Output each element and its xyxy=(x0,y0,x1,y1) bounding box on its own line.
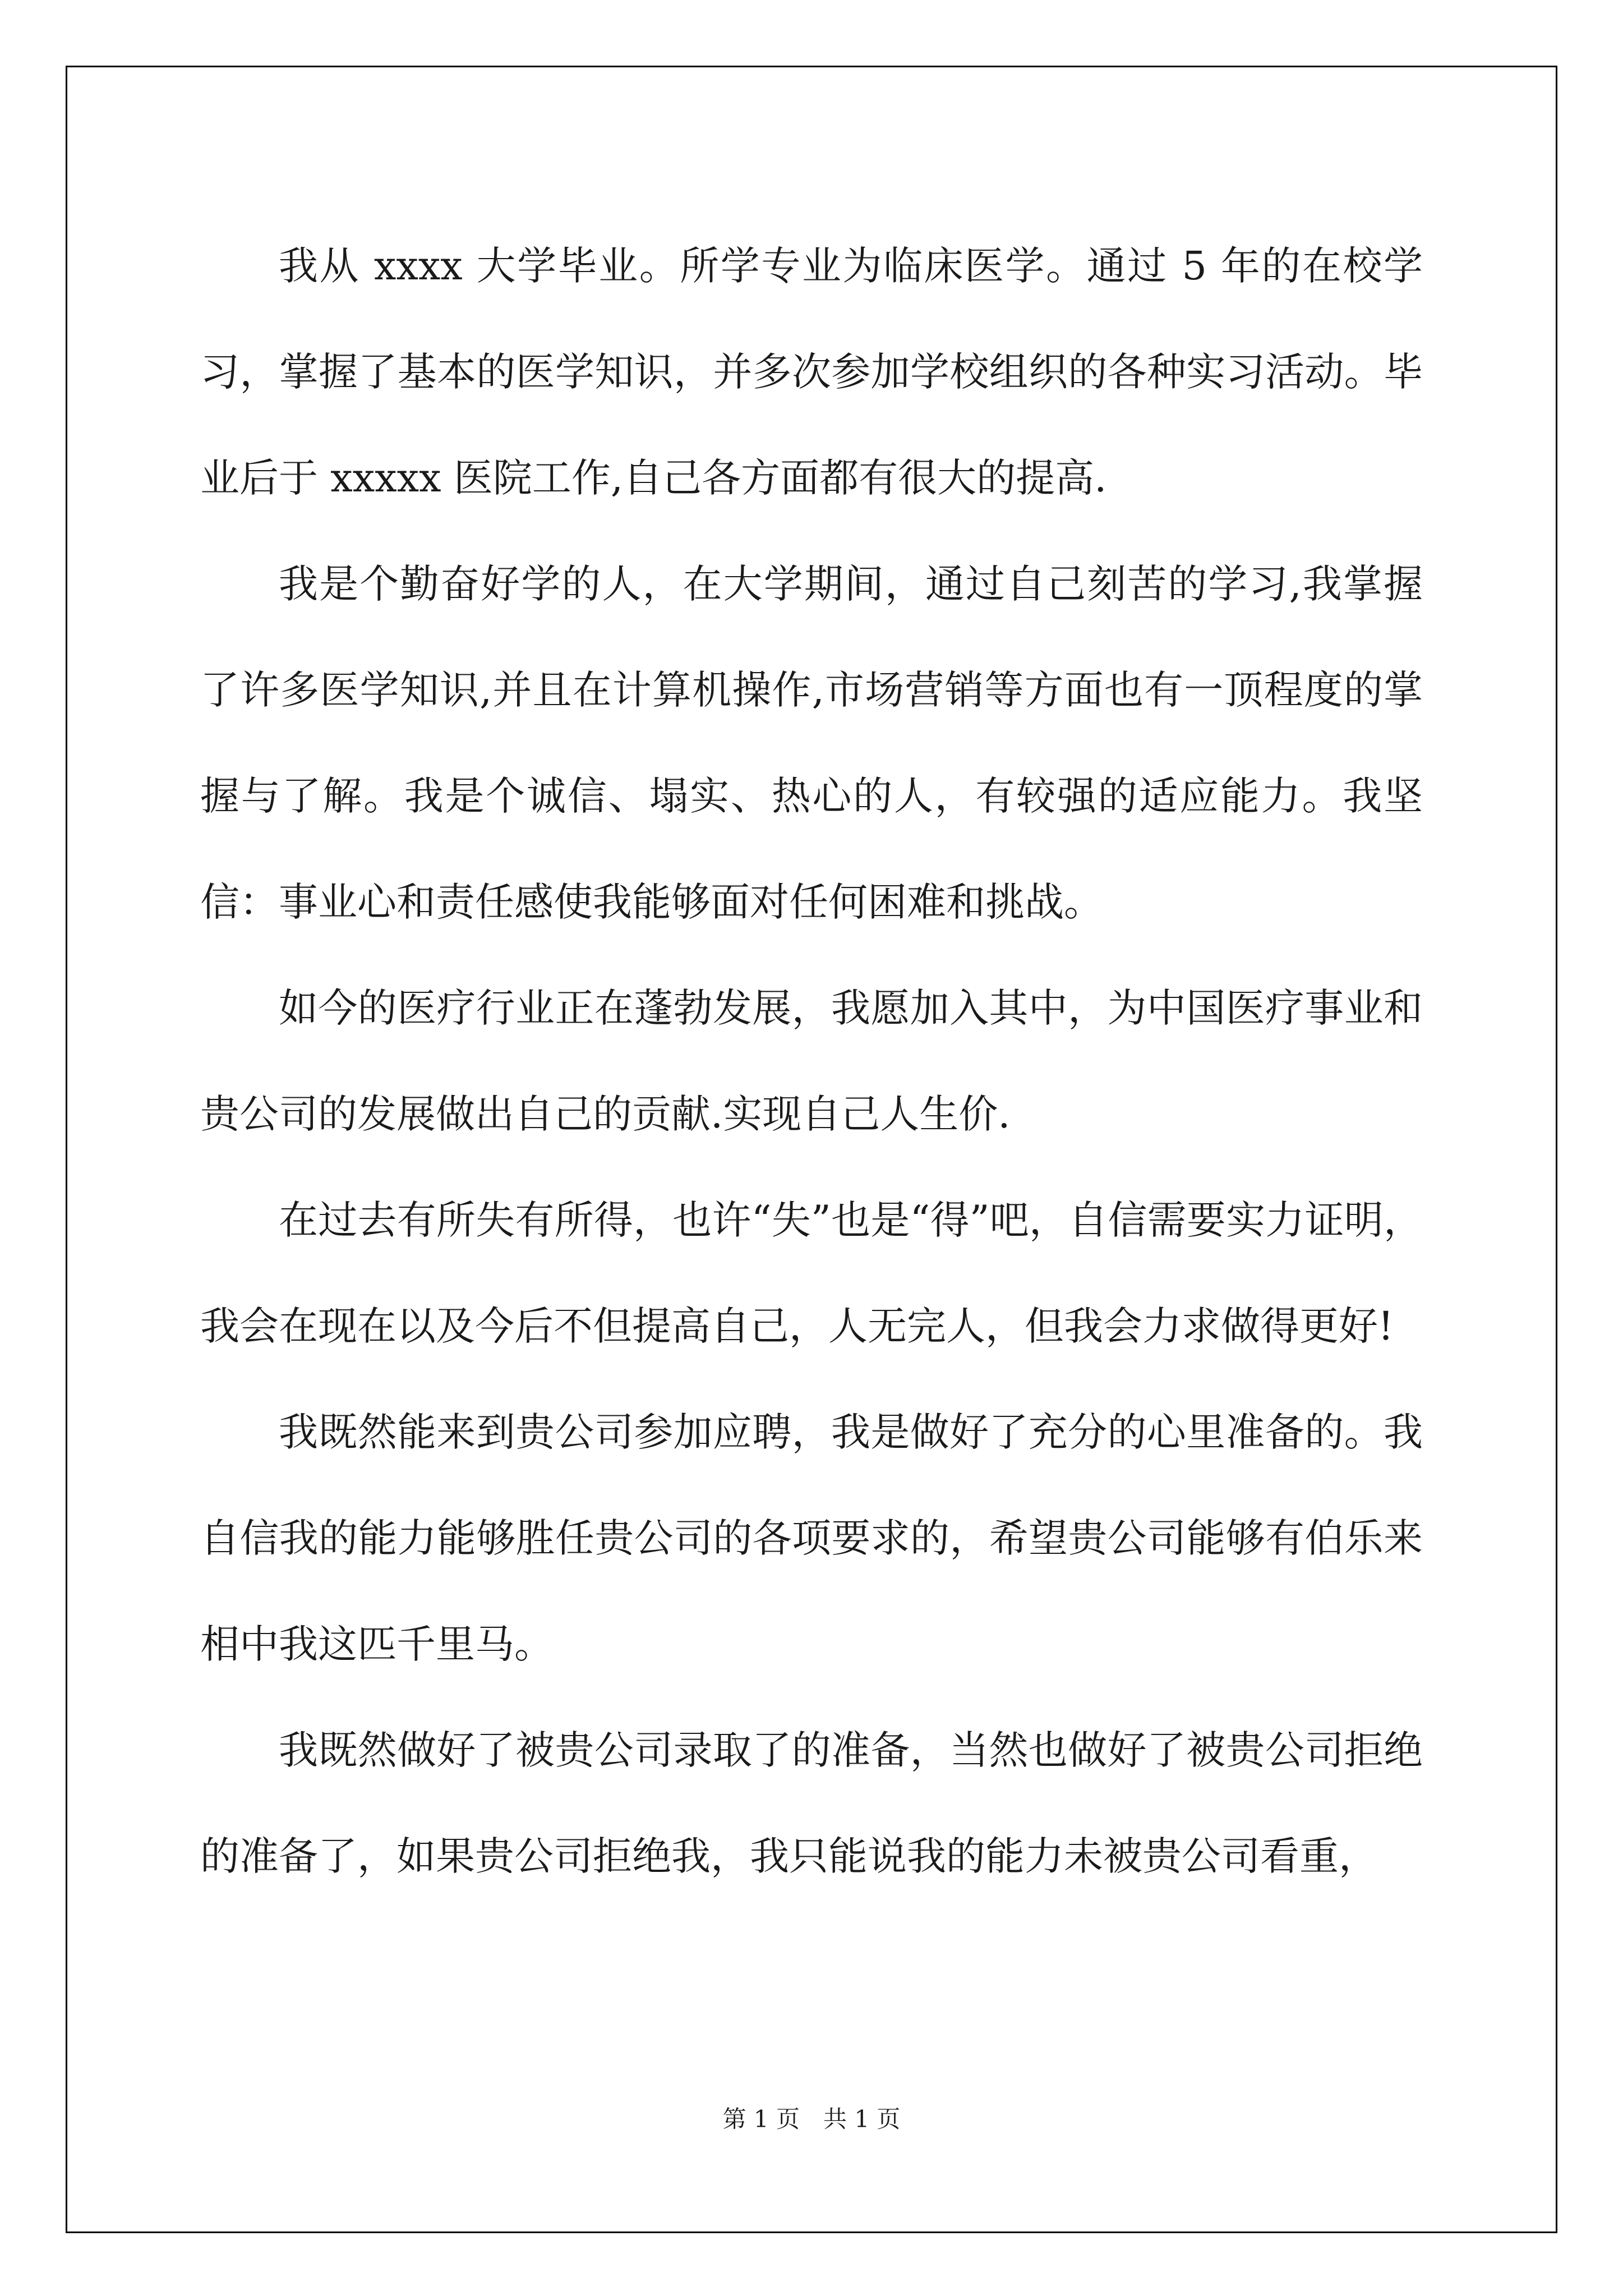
paragraph-6: 我既然做好了被贵公司录取了的准备，当然也做好了被贵公司拒绝的准备了，如果贵公司拒绝我，我只能说我的能力未被贵公司看重， xyxy=(200,1727,1423,1879)
paragraph-4: 在过去有所失有所得，也许“失”也是“得”吧，自信需要实力证明，我会在现在以及今后不但提高自己，人无完人，但我会力求做得更好! xyxy=(200,1197,1423,1349)
document-body xyxy=(200,213,1423,1910)
paragraph-3: 如今的医疗行业正在蓬勃发展，我愿加入其中，为中国医疗事业和贵公司的发展做出自己的贡献.实现自己人生价. xyxy=(200,985,1423,1137)
paragraph-1: 我从 xxxx 大学毕业。所学专业为临床医学。通过 5 年的在校学习，掌握了基本的医学知识，并多次参加学校组织的各种实习活动。毕业后于 xxxxx 医院工作,自己各方面都有很大的提高. xyxy=(200,243,1423,501)
paragraph-2: 我是个勤奋好学的人，在大学期间，通过自己刻苦的学习,我掌握了许多医学知识,并且在计算机操作,市场营销等方面也有一顶程度的掌握与了解。我是个诚信、塌实、热心的人，有较强的适应能力。我坚信：事业心和责任感使我能够面对任何困难和挑战。 xyxy=(200,561,1423,925)
paragraph-5: 我既然能来到贵公司参加应聘，我是做好了充分的心里准备的。我自信我的能力能够胜任贵公司的各项要求的，希望贵公司能够有伯乐来相中我这匹千里马。 xyxy=(200,1409,1423,1667)
page-footer: 第 1 页 共 1 页 xyxy=(722,2105,901,2133)
